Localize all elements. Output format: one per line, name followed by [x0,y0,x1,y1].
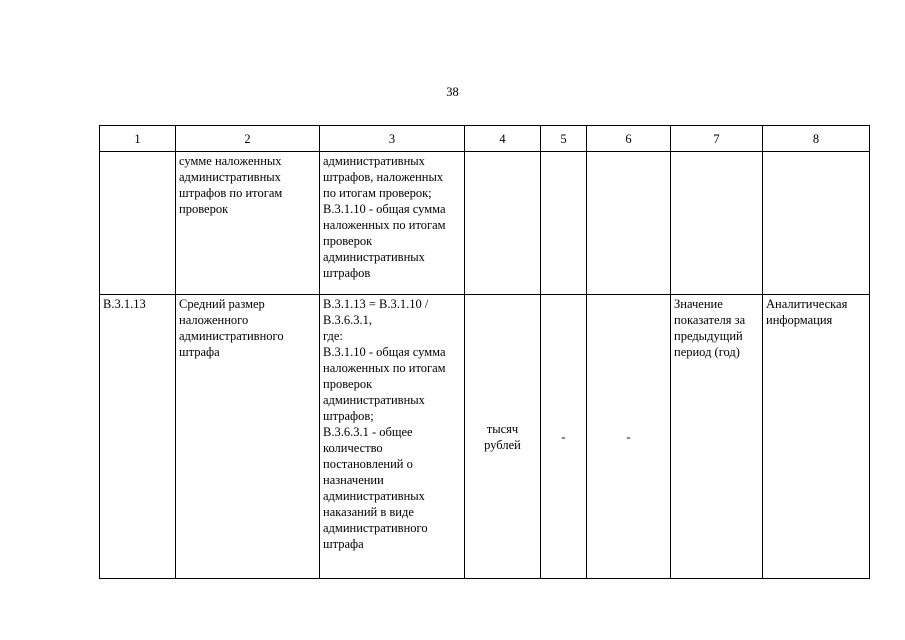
table-cell [671,152,763,295]
table-cell [465,152,541,295]
header-cell: 6 [587,126,671,152]
header-cell: 4 [465,126,541,152]
indicator-name: Средний размер наложенного административного штрафа [176,295,320,579]
table-row [100,295,870,579]
table-cell: административных штрафов, наложенных по итогам проверок; B.3.1.10 - общая сумма наложенных по итогам проверок административных штрафов [320,152,465,295]
indicator-formula: B.3.1.13 = B.3.1.10 / B.3.6.3.1, где: B.3.1.10 - общая сумма наложенных по итогам проверок административных штрафов; B.3.6.3.1 - общее количество постановлений о назначении административных наказаний в виде административного штрафа [320,295,465,579]
header-cell: 1 [100,126,176,152]
table-cell: - [541,295,587,579]
table-cell [541,152,587,295]
data-source: Аналитическая информация [763,295,870,579]
table-cell [587,152,671,295]
indicator-table [99,125,870,579]
header-cell: 5 [541,126,587,152]
table-cell [763,152,870,295]
header-cell: 3 [320,126,465,152]
page-number: 38 [446,85,459,99]
baseline-value: Значение показателя за предыдущий период (год) [671,295,763,579]
header-cell: 8 [763,126,870,152]
header-cell: 7 [671,126,763,152]
table-row [100,152,870,295]
table-cell: - [587,295,671,579]
unit-of-measure: тысяч рублей [465,295,541,579]
header-cell: 2 [176,126,320,152]
indicator-code: B.3.1.13 [100,295,176,579]
table-header-row [100,126,870,152]
table-cell: сумме наложенных административных штрафов по итогам проверок [176,152,320,295]
table-cell [100,152,176,295]
